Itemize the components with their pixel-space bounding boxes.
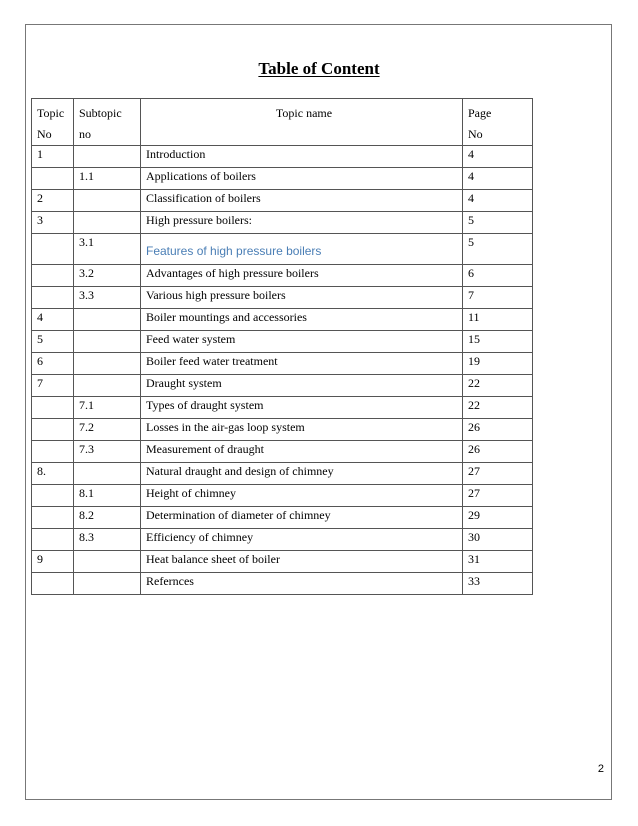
toc-topic-name: Applications of boilers (141, 168, 463, 190)
toc-topic-no (32, 419, 74, 441)
toc-topic-name: High pressure boilers: (141, 212, 463, 234)
toc-page-no: 30 (463, 529, 533, 551)
toc-topic-name: Advantages of high pressure boilers (141, 265, 463, 287)
toc-subtopic-no (74, 375, 141, 397)
document-title: Table of Content (258, 59, 380, 78)
toc-row (32, 507, 533, 529)
toc-row (32, 190, 533, 212)
toc-subtopic-no (74, 309, 141, 331)
toc-subtopic-no: 7.1 (74, 397, 141, 419)
toc-topic-no: 9 (32, 551, 74, 573)
toc-page-no: 22 (463, 375, 533, 397)
toc-topic-name-text: Features of high pressure boilers (146, 244, 322, 258)
toc-page-no: 5 (463, 212, 533, 234)
toc-topic-name: Types of draught system (141, 397, 463, 419)
toc-topic-name: Efficiency of chimney (141, 529, 463, 551)
toc-page-no: 4 (463, 146, 533, 168)
toc-topic-no: 5 (32, 331, 74, 353)
toc-page-no: 11 (463, 309, 533, 331)
toc-row (32, 397, 533, 419)
toc-subtopic-no (74, 190, 141, 212)
toc-row (32, 212, 533, 234)
toc-subtopic-no (74, 573, 141, 595)
toc-topic-no (32, 507, 74, 529)
toc-row (32, 265, 533, 287)
toc-topic-name: Boiler feed water treatment (141, 353, 463, 375)
toc-topic-name: Feed water system (141, 331, 463, 353)
toc-page-no: 7 (463, 287, 533, 309)
toc-topic-no (32, 397, 74, 419)
toc-row (32, 146, 533, 168)
toc-page-no: 5 (463, 234, 533, 265)
toc-topic-no (32, 573, 74, 595)
toc-topic-no (32, 168, 74, 190)
toc-row (32, 573, 533, 595)
toc-row (32, 287, 533, 309)
header-page-no: Page No (463, 99, 533, 146)
toc-subtopic-no (74, 146, 141, 168)
toc-subtopic-no (74, 331, 141, 353)
toc-topic-name: Refernces (141, 573, 463, 595)
toc-page-no: 4 (463, 168, 533, 190)
toc-subtopic-no: 3.2 (74, 265, 141, 287)
toc-topic-name (141, 234, 463, 265)
page-number: 2 (597, 763, 604, 775)
toc-row (32, 551, 533, 573)
toc-subtopic-no: 3.3 (74, 287, 141, 309)
toc-page-no: 6 (463, 265, 533, 287)
toc-topic-name: Boiler mountings and accessories (141, 309, 463, 331)
toc-subtopic-no: 3.1 (74, 234, 141, 265)
toc-topic-no (32, 485, 74, 507)
toc-row (32, 309, 533, 331)
toc-topic-no (32, 234, 74, 265)
toc-topic-no (32, 287, 74, 309)
toc-topic-no: 1 (32, 146, 74, 168)
toc-topic-name: Classification of boilers (141, 190, 463, 212)
toc-subtopic-no: 7.2 (74, 419, 141, 441)
toc-row (32, 331, 533, 353)
toc-row (32, 375, 533, 397)
toc-subtopic-no (74, 551, 141, 573)
toc-topic-no (32, 265, 74, 287)
header-topic-name: Topic name (141, 99, 463, 146)
toc-row (32, 419, 533, 441)
header-subtopic-no: Subtopic no (74, 99, 141, 146)
toc-row (32, 168, 533, 190)
toc-row (32, 234, 533, 265)
toc-subtopic-no: 8.2 (74, 507, 141, 529)
toc-row (32, 441, 533, 463)
toc-page-no: 26 (463, 419, 533, 441)
toc-page-no: 27 (463, 463, 533, 485)
toc-row (32, 353, 533, 375)
toc-topic-name: Determination of diameter of chimney (141, 507, 463, 529)
toc-page-no: 15 (463, 331, 533, 353)
toc-topic-no (32, 441, 74, 463)
toc-subtopic-no: 8.1 (74, 485, 141, 507)
toc-topic-name: Height of chimney (141, 485, 463, 507)
toc-page-no: 26 (463, 441, 533, 463)
toc-topic-name: Various high pressure boilers (141, 287, 463, 309)
toc-topic-name: Heat balance sheet of boiler (141, 551, 463, 573)
toc-row (32, 529, 533, 551)
toc-topic-no: 2 (32, 190, 74, 212)
toc-topic-no: 4 (32, 309, 74, 331)
toc-page-no: 31 (463, 551, 533, 573)
toc-topic-no: 6 (32, 353, 74, 375)
toc-topic-name: Introduction (141, 146, 463, 168)
header-topic-no: Topic No (32, 99, 74, 146)
toc-topic-name: Draught system (141, 375, 463, 397)
toc-body (32, 146, 533, 595)
toc-subtopic-no (74, 212, 141, 234)
toc-topic-no: 3 (32, 212, 74, 234)
toc-topic-no (32, 529, 74, 551)
toc-row (32, 485, 533, 507)
toc-table (31, 98, 533, 595)
toc-page-no: 29 (463, 507, 533, 529)
toc-topic-name: Measurement of draught (141, 441, 463, 463)
toc-subtopic-no: 8.3 (74, 529, 141, 551)
toc-page-no: 33 (463, 573, 533, 595)
toc-topic-no: 8. (32, 463, 74, 485)
toc-page-no: 19 (463, 353, 533, 375)
toc-page-no: 27 (463, 485, 533, 507)
toc-row (32, 463, 533, 485)
toc-subtopic-no (74, 463, 141, 485)
toc-subtopic-no: 1.1 (74, 168, 141, 190)
toc-topic-name: Losses in the air-gas loop system (141, 419, 463, 441)
toc-subtopic-no (74, 353, 141, 375)
toc-page-no: 4 (463, 190, 533, 212)
toc-subtopic-no: 7.3 (74, 441, 141, 463)
toc-topic-no: 7 (32, 375, 74, 397)
toc-page-no: 22 (463, 397, 533, 419)
toc-header-row (32, 99, 533, 146)
toc-topic-name: Natural draught and design of chimney (141, 463, 463, 485)
